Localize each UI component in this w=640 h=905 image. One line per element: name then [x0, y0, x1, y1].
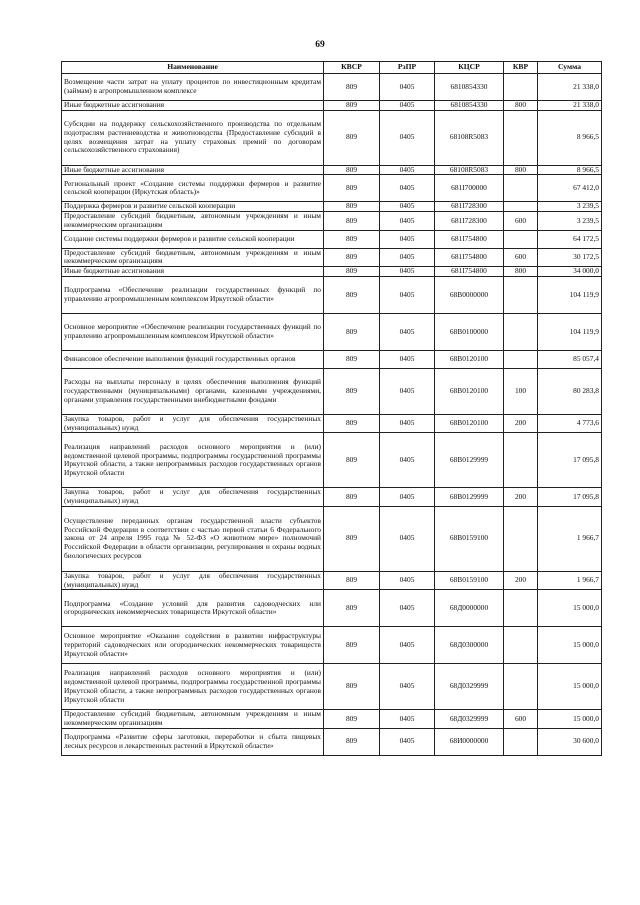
cell-kvr: 600 — [504, 212, 538, 230]
cell-sum: 3 239,5 — [538, 212, 602, 230]
cell-kvr: 600 — [504, 248, 538, 266]
header-sum: Сумма — [538, 62, 602, 74]
table-row — [62, 590, 602, 627]
cell-name: Создание системы поддержки фермеров и развитие сельской кооперации — [62, 230, 324, 248]
cell-kvr: 200 — [504, 571, 538, 589]
table-row — [62, 101, 602, 111]
cell-name: Предоставление субсидий бюджетным, автономным учреждениям и иным некоммерческим организациям — [62, 248, 324, 266]
cell-kvr — [504, 627, 538, 664]
cell-sum: 104 119,9 — [538, 276, 602, 313]
cell-sum: 30 600,0 — [538, 728, 602, 755]
cell-kvr: 200 — [504, 414, 538, 432]
cell-rzpr: 0405 — [380, 248, 435, 266]
cell-name: Осуществление переданных органам государственной власти субъектов Российской Федерации в соответствии с частью первой статьи 6 Федерального закона от 24 апреля 1995 года № 52-ФЗ «О животном мире» полномочий Российской Федерации в области организации, регулирования и охраны водных биологических ресурсов — [62, 506, 324, 571]
cell-kvr: 200 — [504, 488, 538, 506]
cell-sum: 15 000,0 — [538, 590, 602, 627]
cell-kvsr: 809 — [324, 433, 380, 488]
cell-kvr: 100 — [504, 368, 538, 414]
cell-name: Закупка товаров, работ и услуг для обеспечения государственных (муниципальных) нужд — [62, 414, 324, 432]
cell-kvr: 800 — [504, 101, 538, 111]
cell-name: Закупка товаров, работ и услуг для обеспечения государственных (муниципальных) нужд — [62, 488, 324, 506]
cell-name: Финансовое обеспечение выполнения функций государственных органов — [62, 350, 324, 368]
cell-name: Основное мероприятие «Оказание содействия в развитии инфраструктуры территорий садоводческих или огороднических некоммерческих товариществ Иркутской области» — [62, 627, 324, 664]
cell-kvsr: 809 — [324, 212, 380, 230]
cell-kvr — [504, 202, 538, 212]
cell-kvr — [504, 728, 538, 755]
cell-kcsr: 68И0000000 — [435, 728, 504, 755]
cell-sum: 104 119,9 — [538, 313, 602, 350]
cell-kvsr: 809 — [324, 267, 380, 277]
cell-kvsr: 809 — [324, 110, 380, 165]
cell-name: Субсидии на поддержку сельскохозяйственного производства по отдельным подотраслям растениеводства и животноводства (Предоставление субсидий в целях возмещения затрат на уплату страховых премий по договорам сельскохозяйственного страхования) — [62, 110, 324, 165]
cell-sum: 80 283,8 — [538, 368, 602, 414]
cell-kcsr: 68В0120100 — [435, 350, 504, 368]
cell-rzpr: 0405 — [380, 414, 435, 432]
cell-kvsr: 809 — [324, 414, 380, 432]
table-row — [62, 313, 602, 350]
cell-kvr — [504, 350, 538, 368]
table-row — [62, 368, 602, 414]
table-row — [62, 414, 602, 432]
cell-sum: 17 095,8 — [538, 488, 602, 506]
cell-kcsr: 681I754800 — [435, 230, 504, 248]
cell-kcsr: 68Д0329999 — [435, 664, 504, 710]
header-kvsr: КВСР — [324, 62, 380, 74]
cell-kvsr: 809 — [324, 627, 380, 664]
cell-kcsr: 68В0100000 — [435, 313, 504, 350]
cell-kcsr: 681I754800 — [435, 267, 504, 277]
table-row — [62, 506, 602, 571]
table-row — [62, 710, 602, 728]
cell-kcsr: 681I728300 — [435, 202, 504, 212]
cell-sum: 21 338,0 — [538, 74, 602, 101]
cell-kcsr: 681I754800 — [435, 248, 504, 266]
cell-kvr: 800 — [504, 267, 538, 277]
cell-kvr — [504, 506, 538, 571]
cell-kvr: 800 — [504, 165, 538, 175]
cell-sum: 8 966,5 — [538, 110, 602, 165]
cell-kvsr: 809 — [324, 276, 380, 313]
cell-rzpr: 0405 — [380, 664, 435, 710]
cell-rzpr: 0405 — [380, 627, 435, 664]
cell-sum: 67 412,0 — [538, 175, 602, 202]
table-row — [62, 110, 602, 165]
cell-kcsr: 68В0129999 — [435, 433, 504, 488]
cell-sum: 34 000,0 — [538, 267, 602, 277]
cell-kvsr: 809 — [324, 74, 380, 101]
cell-rzpr: 0405 — [380, 350, 435, 368]
cell-kvsr: 809 — [324, 728, 380, 755]
cell-sum: 4 773,6 — [538, 414, 602, 432]
cell-sum: 21 338,0 — [538, 101, 602, 111]
cell-kcsr: 68Д0000000 — [435, 590, 504, 627]
cell-kcsr: 68108R5083 — [435, 110, 504, 165]
cell-sum: 3 239,5 — [538, 202, 602, 212]
cell-name: Региональный проект «Создание системы поддержки фермеров и развитие сельской кооперации (Иркутская область)» — [62, 175, 324, 202]
cell-rzpr: 0405 — [380, 165, 435, 175]
cell-rzpr: 0405 — [380, 571, 435, 589]
table-row — [62, 202, 602, 212]
cell-kcsr: 6810854330 — [435, 74, 504, 101]
header-kcsr: КЦСР — [435, 62, 504, 74]
cell-rzpr: 0405 — [380, 506, 435, 571]
table-header-row — [62, 62, 602, 74]
table-row — [62, 74, 602, 101]
cell-sum: 30 172,5 — [538, 248, 602, 266]
cell-kcsr: 68В0120100 — [435, 414, 504, 432]
cell-kvsr: 809 — [324, 710, 380, 728]
cell-rzpr: 0405 — [380, 368, 435, 414]
cell-name: Предоставление субсидий бюджетным, автономным учреждениям и иным некоммерческим организациям — [62, 212, 324, 230]
cell-kvr — [504, 590, 538, 627]
table-row — [62, 488, 602, 506]
cell-name: Подпрограмма «Создание условий для развития садоводческих или огороднических некоммерческих товариществ Иркутской области» — [62, 590, 324, 627]
cell-name: Реализация направлений расходов основного мероприятия и (или) ведомственной целевой программы, подпрограммы государственной программы Иркутской области, а также непрограммных расходов государственных органов Иркутской области — [62, 433, 324, 488]
cell-name: Предоставление субсидий бюджетным, автономным учреждениям и иным некоммерческим организациям — [62, 710, 324, 728]
cell-kvsr: 809 — [324, 368, 380, 414]
cell-sum: 15 000,0 — [538, 710, 602, 728]
cell-kvr — [504, 313, 538, 350]
cell-kvsr: 809 — [324, 313, 380, 350]
cell-sum: 15 000,0 — [538, 627, 602, 664]
header-kvr: КВР — [504, 62, 538, 74]
cell-name: Иные бюджетные ассигнования — [62, 165, 324, 175]
cell-kvsr: 809 — [324, 202, 380, 212]
cell-sum: 85 057,4 — [538, 350, 602, 368]
cell-name: Реализация направлений расходов основного мероприятия и (или) ведомственной целевой программы, подпрограммы государственной программы Иркутской области, а также непрограммных расходов государственных органов Иркутской области — [62, 664, 324, 710]
cell-kcsr: 6810854330 — [435, 101, 504, 111]
cell-name: Возмещение части затрат на уплату процентов по инвестиционным кредитам (займам) в агропромышленном комплексе — [62, 74, 324, 101]
table-row — [62, 433, 602, 488]
cell-kvr — [504, 276, 538, 313]
cell-kvsr: 809 — [324, 350, 380, 368]
cell-rzpr: 0405 — [380, 212, 435, 230]
header-rzpr: РзПР — [380, 62, 435, 74]
cell-rzpr: 0405 — [380, 728, 435, 755]
cell-kvsr: 809 — [324, 230, 380, 248]
cell-name: Подпрограмма «Развитие сферы заготовки, переработки и сбыта пищевых лесных ресурсов и лекарственных растений в Иркутской области» — [62, 728, 324, 755]
cell-kcsr: 681I700000 — [435, 175, 504, 202]
cell-name: Иные бюджетные ассигнования — [62, 101, 324, 111]
table-row — [62, 267, 602, 277]
cell-kcsr: 68В0120100 — [435, 368, 504, 414]
table-row — [62, 627, 602, 664]
cell-kcsr: 68В0159100 — [435, 571, 504, 589]
cell-sum: 64 172,5 — [538, 230, 602, 248]
cell-rzpr: 0405 — [380, 488, 435, 506]
cell-rzpr: 0405 — [380, 175, 435, 202]
cell-name: Поддержка фермеров и развитие сельской кооперации — [62, 202, 324, 212]
cell-sum: 1 966,7 — [538, 506, 602, 571]
cell-rzpr: 0405 — [380, 110, 435, 165]
cell-kvr — [504, 175, 538, 202]
cell-kcsr: 68Д0300000 — [435, 627, 504, 664]
cell-rzpr: 0405 — [380, 230, 435, 248]
cell-kvsr: 809 — [324, 175, 380, 202]
cell-kvr — [504, 664, 538, 710]
page-number: 69 — [315, 40, 325, 50]
cell-kvsr: 809 — [324, 506, 380, 571]
cell-kvsr: 809 — [324, 571, 380, 589]
table-row — [62, 664, 602, 710]
cell-kvsr: 809 — [324, 101, 380, 111]
cell-rzpr: 0405 — [380, 267, 435, 277]
budget-table — [61, 61, 602, 756]
cell-rzpr: 0405 — [380, 590, 435, 627]
table-row — [62, 728, 602, 755]
cell-kvsr: 809 — [324, 664, 380, 710]
table-row — [62, 350, 602, 368]
header-name: Наименование — [62, 62, 324, 74]
cell-kcsr: 68Д0329999 — [435, 710, 504, 728]
cell-name: Иные бюджетные ассигнования — [62, 267, 324, 277]
cell-kcsr: 68В0159100 — [435, 506, 504, 571]
cell-name: Закупка товаров, работ и услуг для обеспечения государственных (муниципальных) нужд — [62, 571, 324, 589]
cell-rzpr: 0405 — [380, 276, 435, 313]
cell-sum: 8 966,5 — [538, 165, 602, 175]
cell-name: Подпрограмма «Обеспечение реализации государственных функций по управлению агропромышленным комплексом Иркутской области» — [62, 276, 324, 313]
cell-kvsr: 809 — [324, 165, 380, 175]
cell-kcsr: 68В0000000 — [435, 276, 504, 313]
cell-kcsr: 681I728300 — [435, 212, 504, 230]
cell-rzpr: 0405 — [380, 74, 435, 101]
cell-kvr — [504, 433, 538, 488]
cell-kvr — [504, 110, 538, 165]
cell-name: Основное мероприятие «Обеспечение реализации государственных функций по управлению агропромышленным комплексом Иркутской области» — [62, 313, 324, 350]
cell-rzpr: 0405 — [380, 710, 435, 728]
table-row — [62, 276, 602, 313]
cell-rzpr: 0405 — [380, 101, 435, 111]
cell-rzpr: 0405 — [380, 313, 435, 350]
cell-kvr: 600 — [504, 710, 538, 728]
table-row — [62, 165, 602, 175]
cell-kvsr: 809 — [324, 488, 380, 506]
cell-kcsr: 68В0129999 — [435, 488, 504, 506]
cell-kvr — [504, 230, 538, 248]
cell-sum: 15 000,0 — [538, 664, 602, 710]
cell-sum: 17 095,8 — [538, 433, 602, 488]
table-body — [62, 74, 602, 756]
table-row — [62, 212, 602, 230]
cell-kvr — [504, 74, 538, 101]
table-row — [62, 230, 602, 248]
table-row — [62, 175, 602, 202]
cell-kvsr: 809 — [324, 248, 380, 266]
cell-rzpr: 0405 — [380, 433, 435, 488]
cell-sum: 1 966,7 — [538, 571, 602, 589]
table-row — [62, 248, 602, 266]
cell-name: Расходы на выплаты персоналу в целях обеспечения выполнения функций государственными (муниципальными) органами, казенными учреждениями, органами управления государственными внебюджетными фондами — [62, 368, 324, 414]
cell-rzpr: 0405 — [380, 202, 435, 212]
cell-kcsr: 68108R5083 — [435, 165, 504, 175]
cell-kvsr: 809 — [324, 590, 380, 627]
table-row — [62, 571, 602, 589]
